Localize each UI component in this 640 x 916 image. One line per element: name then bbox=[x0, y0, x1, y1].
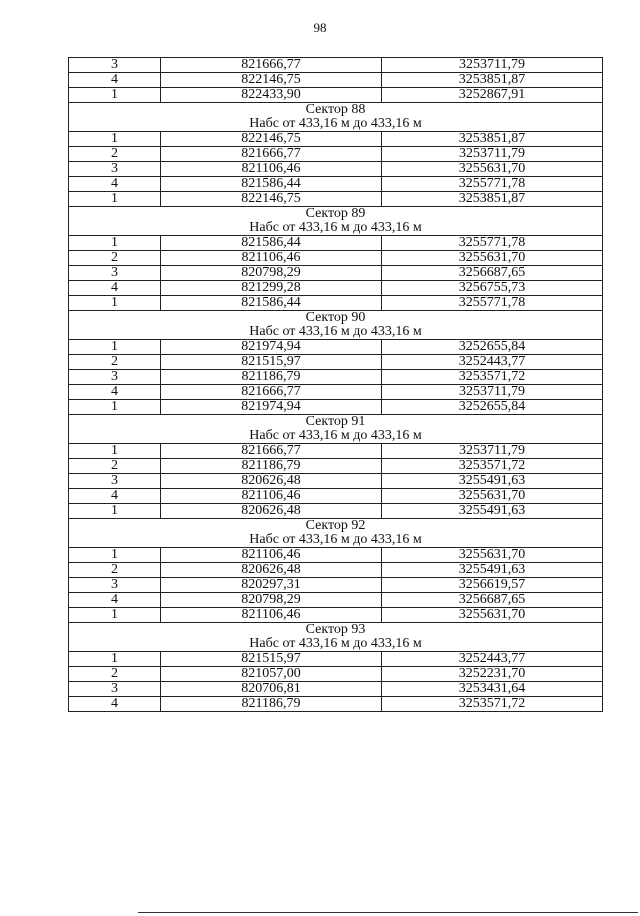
sector-height-range-row bbox=[69, 325, 603, 340]
point-number-cell: 2 bbox=[69, 667, 161, 682]
table-row bbox=[69, 177, 603, 192]
coordinates-table-body bbox=[69, 58, 603, 712]
y-coordinate-cell: 3253851,87 bbox=[382, 192, 603, 207]
table-row bbox=[69, 236, 603, 251]
y-coordinate-cell: 3255631,70 bbox=[382, 548, 603, 563]
table-row bbox=[69, 697, 603, 712]
y-coordinate-cell: 3255491,63 bbox=[382, 504, 603, 519]
y-coordinate-cell: 3252867,91 bbox=[382, 88, 603, 103]
y-coordinate-cell: 3252655,84 bbox=[382, 400, 603, 415]
x-coordinate-cell: 820798,29 bbox=[161, 266, 382, 281]
x-coordinate-cell: 821186,79 bbox=[161, 370, 382, 385]
page-number: 98 bbox=[313, 20, 327, 35]
point-number-cell: 2 bbox=[69, 459, 161, 474]
table-row bbox=[69, 88, 603, 103]
y-coordinate-cell: 3255491,63 bbox=[382, 474, 603, 489]
x-coordinate-cell: 821586,44 bbox=[161, 296, 382, 311]
point-number-cell: 3 bbox=[69, 162, 161, 177]
x-coordinate-cell: 821186,79 bbox=[161, 459, 382, 474]
x-coordinate-cell: 820626,48 bbox=[161, 504, 382, 519]
x-coordinate-cell: 821106,46 bbox=[161, 162, 382, 177]
point-number-cell: 4 bbox=[69, 593, 161, 608]
x-coordinate-cell: 821666,77 bbox=[161, 147, 382, 162]
y-coordinate-cell: 3255491,63 bbox=[382, 563, 603, 578]
sector-height-range-row bbox=[69, 637, 603, 652]
table-row bbox=[69, 548, 603, 563]
y-coordinate-cell: 3252655,84 bbox=[382, 340, 603, 355]
y-coordinate-cell: 3256687,65 bbox=[382, 593, 603, 608]
sector-height-range: Набс от 433,16 м до 433,16 м bbox=[69, 325, 603, 340]
table-row bbox=[69, 73, 603, 88]
x-coordinate-cell: 821106,46 bbox=[161, 548, 382, 563]
x-coordinate-cell: 820706,81 bbox=[161, 682, 382, 697]
table-row bbox=[69, 162, 603, 177]
coordinates-table-container bbox=[68, 57, 602, 712]
y-coordinate-cell: 3256687,65 bbox=[382, 266, 603, 281]
x-coordinate-cell: 822146,75 bbox=[161, 192, 382, 207]
x-coordinate-cell: 821186,79 bbox=[161, 697, 382, 712]
y-coordinate-cell: 3255631,70 bbox=[382, 251, 603, 266]
y-coordinate-cell: 3253571,72 bbox=[382, 370, 603, 385]
point-number-cell: 3 bbox=[69, 682, 161, 697]
table-row bbox=[69, 281, 603, 296]
table-row bbox=[69, 667, 603, 682]
point-number-cell: 1 bbox=[69, 132, 161, 147]
table-row bbox=[69, 340, 603, 355]
point-number-cell: 1 bbox=[69, 236, 161, 251]
x-coordinate-cell: 821974,94 bbox=[161, 400, 382, 415]
table-row bbox=[69, 459, 603, 474]
table-row bbox=[69, 355, 603, 370]
point-number-cell: 4 bbox=[69, 73, 161, 88]
x-coordinate-cell: 822146,75 bbox=[161, 73, 382, 88]
sector-height-range: Набс от 433,16 м до 433,16 м bbox=[69, 637, 603, 652]
table-row bbox=[69, 489, 603, 504]
point-number-cell: 1 bbox=[69, 192, 161, 207]
x-coordinate-cell: 820626,48 bbox=[161, 563, 382, 578]
point-number-cell: 4 bbox=[69, 177, 161, 192]
point-number-cell: 1 bbox=[69, 652, 161, 667]
table-row bbox=[69, 251, 603, 266]
table-row bbox=[69, 132, 603, 147]
sector-title-row bbox=[69, 623, 603, 638]
point-number-cell: 3 bbox=[69, 578, 161, 593]
point-number-cell: 4 bbox=[69, 489, 161, 504]
y-coordinate-cell: 3253431,64 bbox=[382, 682, 603, 697]
point-number-cell: 3 bbox=[69, 266, 161, 281]
y-coordinate-cell: 3252231,70 bbox=[382, 667, 603, 682]
sector-height-range-row bbox=[69, 221, 603, 236]
y-coordinate-cell: 3255771,78 bbox=[382, 236, 603, 251]
sector-title-row bbox=[69, 519, 603, 534]
sector-height-range-row bbox=[69, 533, 603, 548]
x-coordinate-cell: 820626,48 bbox=[161, 474, 382, 489]
table-row bbox=[69, 563, 603, 578]
table-row bbox=[69, 682, 603, 697]
point-number-cell: 1 bbox=[69, 504, 161, 519]
table-row bbox=[69, 192, 603, 207]
point-number-cell: 1 bbox=[69, 444, 161, 459]
point-number-cell: 1 bbox=[69, 88, 161, 103]
page-bottom-rule bbox=[138, 912, 638, 913]
point-number-cell: 4 bbox=[69, 385, 161, 400]
table-row bbox=[69, 370, 603, 385]
table-row bbox=[69, 385, 603, 400]
y-coordinate-cell: 3256619,57 bbox=[382, 578, 603, 593]
y-coordinate-cell: 3253851,87 bbox=[382, 132, 603, 147]
point-number-cell: 2 bbox=[69, 251, 161, 266]
sector-title-row bbox=[69, 103, 603, 118]
y-coordinate-cell: 3253711,79 bbox=[382, 444, 603, 459]
table-row bbox=[69, 444, 603, 459]
x-coordinate-cell: 821974,94 bbox=[161, 340, 382, 355]
table-row bbox=[69, 58, 603, 73]
point-number-cell: 3 bbox=[69, 370, 161, 385]
x-coordinate-cell: 821666,77 bbox=[161, 385, 382, 400]
table-row bbox=[69, 593, 603, 608]
table-row bbox=[69, 296, 603, 311]
sector-height-range: Набс от 433,16 м до 433,16 м bbox=[69, 533, 603, 548]
x-coordinate-cell: 821586,44 bbox=[161, 236, 382, 251]
y-coordinate-cell: 3256755,73 bbox=[382, 281, 603, 296]
x-coordinate-cell: 821515,97 bbox=[161, 355, 382, 370]
y-coordinate-cell: 3252443,77 bbox=[382, 355, 603, 370]
point-number-cell: 1 bbox=[69, 608, 161, 623]
point-number-cell: 4 bbox=[69, 281, 161, 296]
sector-height-range: Набс от 433,16 м до 433,16 м bbox=[69, 221, 603, 236]
sector-height-range-row bbox=[69, 429, 603, 444]
point-number-cell: 3 bbox=[69, 58, 161, 73]
y-coordinate-cell: 3253851,87 bbox=[382, 73, 603, 88]
point-number-cell: 1 bbox=[69, 548, 161, 563]
point-number-cell: 3 bbox=[69, 474, 161, 489]
x-coordinate-cell: 822433,90 bbox=[161, 88, 382, 103]
point-number-cell: 4 bbox=[69, 697, 161, 712]
x-coordinate-cell: 821666,77 bbox=[161, 58, 382, 73]
point-number-cell: 2 bbox=[69, 147, 161, 162]
y-coordinate-cell: 3253711,79 bbox=[382, 58, 603, 73]
table-row bbox=[69, 400, 603, 415]
sector-title: Сектор 89 bbox=[69, 207, 603, 222]
y-coordinate-cell: 3253571,72 bbox=[382, 459, 603, 474]
sector-height-range: Набс от 433,16 м до 433,16 м bbox=[69, 117, 603, 132]
sector-title: Сектор 92 bbox=[69, 519, 603, 534]
sector-title-row bbox=[69, 311, 603, 326]
x-coordinate-cell: 820297,31 bbox=[161, 578, 382, 593]
table-row bbox=[69, 147, 603, 162]
x-coordinate-cell: 822146,75 bbox=[161, 132, 382, 147]
x-coordinate-cell: 821106,46 bbox=[161, 251, 382, 266]
point-number-cell: 1 bbox=[69, 340, 161, 355]
x-coordinate-cell: 821106,46 bbox=[161, 489, 382, 504]
table-row bbox=[69, 652, 603, 667]
x-coordinate-cell: 821057,00 bbox=[161, 667, 382, 682]
sector-title-row bbox=[69, 415, 603, 430]
sector-title: Сектор 88 bbox=[69, 103, 603, 118]
x-coordinate-cell: 821586,44 bbox=[161, 177, 382, 192]
x-coordinate-cell: 821515,97 bbox=[161, 652, 382, 667]
point-number-cell: 1 bbox=[69, 296, 161, 311]
y-coordinate-cell: 3253571,72 bbox=[382, 697, 603, 712]
x-coordinate-cell: 821106,46 bbox=[161, 608, 382, 623]
table-row bbox=[69, 266, 603, 281]
table-row bbox=[69, 608, 603, 623]
point-number-cell: 2 bbox=[69, 563, 161, 578]
sector-height-range-row bbox=[69, 117, 603, 132]
sector-title: Сектор 91 bbox=[69, 415, 603, 430]
sector-title-row bbox=[69, 207, 603, 222]
y-coordinate-cell: 3255771,78 bbox=[382, 177, 603, 192]
x-coordinate-cell: 820798,29 bbox=[161, 593, 382, 608]
table-row bbox=[69, 474, 603, 489]
y-coordinate-cell: 3252443,77 bbox=[382, 652, 603, 667]
point-number-cell: 1 bbox=[69, 400, 161, 415]
y-coordinate-cell: 3253711,79 bbox=[382, 385, 603, 400]
y-coordinate-cell: 3255631,70 bbox=[382, 162, 603, 177]
sector-title: Сектор 90 bbox=[69, 311, 603, 326]
y-coordinate-cell: 3255631,70 bbox=[382, 608, 603, 623]
x-coordinate-cell: 821666,77 bbox=[161, 444, 382, 459]
table-row bbox=[69, 578, 603, 593]
y-coordinate-cell: 3253711,79 bbox=[382, 147, 603, 162]
y-coordinate-cell: 3255631,70 bbox=[382, 489, 603, 504]
table-row bbox=[69, 504, 603, 519]
coordinates-table bbox=[68, 57, 603, 712]
sector-title: Сектор 93 bbox=[69, 623, 603, 638]
x-coordinate-cell: 821299,28 bbox=[161, 281, 382, 296]
point-number-cell: 2 bbox=[69, 355, 161, 370]
y-coordinate-cell: 3255771,78 bbox=[382, 296, 603, 311]
sector-height-range: Набс от 433,16 м до 433,16 м bbox=[69, 429, 603, 444]
